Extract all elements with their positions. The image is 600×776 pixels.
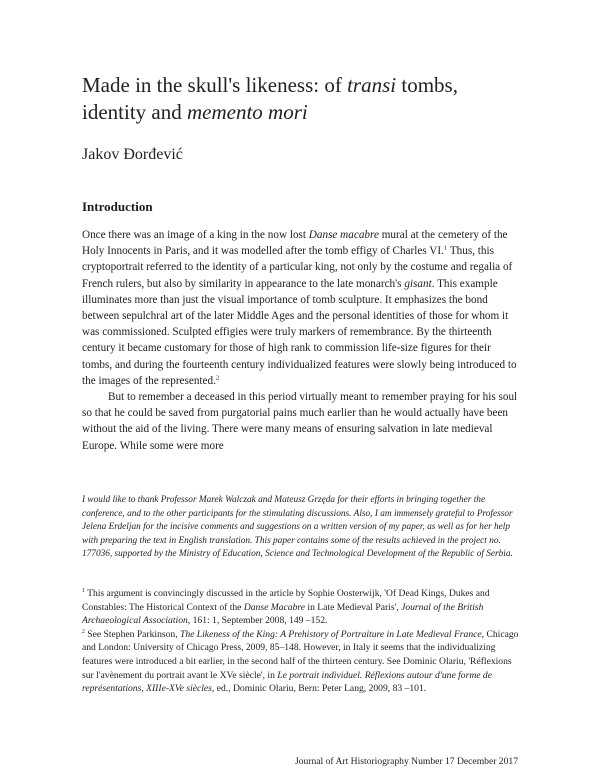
footnote-ref-2[interactable]: 2 <box>215 374 220 382</box>
footnotes <box>82 587 522 696</box>
paragraph-1: Once there was an image of a king in the now lost Danse macabre mural at the cemetery of the Holy Innocents in Paris, and it was modelled after the tomb effigy of Charles VI.$^1$ Thus, this cryptoportrait referred to the identity of a particular king, not only by the costume and regalia of French rulers, but also by similarity in appearance to the late monarch's gisant. This example illuminates more than just the visual importance of tomb sculpture. It emphasizes the bond between sepulchral art of the later Middle Ages and the personal identities of those for whom it was commissioned. Sculpted effigies were truly markers of remembrance. By the thirteenth century it became customary for those of high rank to commission life-size figures for their tombs, and during the fourteenth century individualized features were slowly being introduced to the images of the represented.$^2$ <box>82 229 517 387</box>
article-title: Made in the skull's likeness: of transi tombs, identity and memento mori <box>82 73 458 124</box>
paragraph-2: But to remember a deceased in this period virtually meant to remember praying for his soul so that he could be saved from purgatorial pains much earlier than he would actually have been without the aid of the living. There were many means of ensuring salvation in late medieval Europe. While some were more <box>82 391 518 452</box>
body-text <box>82 227 522 454</box>
footnote-ref-1[interactable]: 1 <box>443 244 448 252</box>
journal-footer: Journal of Art Historiography Number 17 December 2017 <box>294 756 518 767</box>
footnote-1: $^1$ This argument is convincingly discussed in the article by Sophie Oosterwijk, 'Of Dead Kings, Dukes and Constables: The Historical Context of the Danse Macabre in Late Medieval Paris', Journal of the British Archaeological Association, 161: 1, September 2008, 149 –152. <box>82 587 490 627</box>
acknowledgement-note: I would like to thank Professor Marek Walczak and Mateusz Grzęda for their efforts in bringing together the conference, and to the other participants for the stimulating discussions. Also, I am immensely grateful to Professor Jelena Erdeljan for the incisive comments and suggestions on a written version of my paper, as well as for her help with preparing the text in English translation. This paper contains some of the results achieved in the project no. 177036, supported by the Ministry of Education, Science and Technological Development of the Republic of Serbia. <box>82 495 513 559</box>
footnote-2: $^2$ See Stephen Parkinson, The Likeness of the King: A Prehistory of Portraiture in Late Medieval France, Chicago and London: University of Chicago Press, 2009, 85–148. However, in Italy it seems that the individualizing features were introduced a bit earlier, in the second half of the thirteen century. See Dominic Olariu, 'Réflexions sur l'avènement du portrait avant le XVe siècle', in Le portrait individuel. Réflexions autour d'une forme de représentations, XIIIe-XVe siècles, ed., Dominic Olariu, Bern: Peter Lang, 2009, 83 –101. <box>82 628 519 695</box>
author-name: Jakov Đorđević <box>82 146 183 163</box>
section-heading: Introduction <box>82 199 153 214</box>
